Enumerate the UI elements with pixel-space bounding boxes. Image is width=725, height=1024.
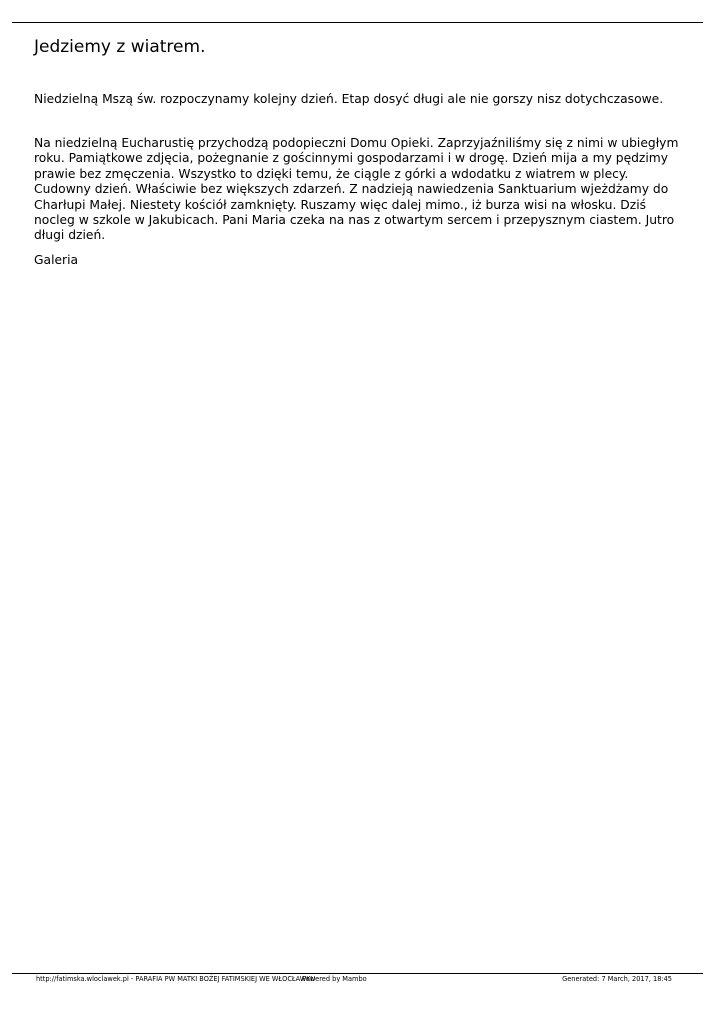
footer-powered-by: Powered by Mambo bbox=[302, 975, 367, 983]
gallery-link[interactable]: Galeria bbox=[34, 253, 79, 267]
header-divider bbox=[12, 22, 703, 23]
article-body-paragraph: Na niedzielną Eucharustię przychodzą podopieczni Domu Opieki. Zaprzyjaźniliśmy się z nimi w ubiegłym roku. Pamiątkowe zdjęcia, pożegnanie z gościnnymi gospodarzami i w drogę. Dzień mija a my pędzimy prawie bez zmęczenia. Wszystko to dzięki temu, że ciągle z górki a wdodatku z wiatrem w plecy. Cudowny dzień. Właściwie bez większych zdarzeń. Z nadzieją nawiedzenia Sanktuarium wjeżdżamy do Charłupi Małej. Niestety kościół zamknięty. Ruszamy więc dalej mimo., iż burza wisi na włosku. Dziś nocleg w szkole w Jakubicach. Pani Maria czeka na nas z otwartym sercem i przepysznym ciastem. Jutro długi dzień. bbox=[34, 136, 679, 243]
footer-generated-date: Generated: 7 March, 2017, 18:45 bbox=[562, 975, 672, 983]
footer-divider bbox=[12, 973, 703, 974]
article-intro-paragraph: Niedzielną Mszą św. rozpoczynamy kolejny dzień. Etap dosyć długi ale nie gorszy nisz dotychczasowe. bbox=[34, 92, 664, 106]
article-title: Jedziemy z wiatrem. bbox=[34, 37, 206, 57]
footer-source-url: http://fatimska.wloclawek.pl - PARAFIA PW MATKI BOŻEJ FATIMSKIEJ WE WŁOCŁAWKU bbox=[36, 975, 316, 983]
